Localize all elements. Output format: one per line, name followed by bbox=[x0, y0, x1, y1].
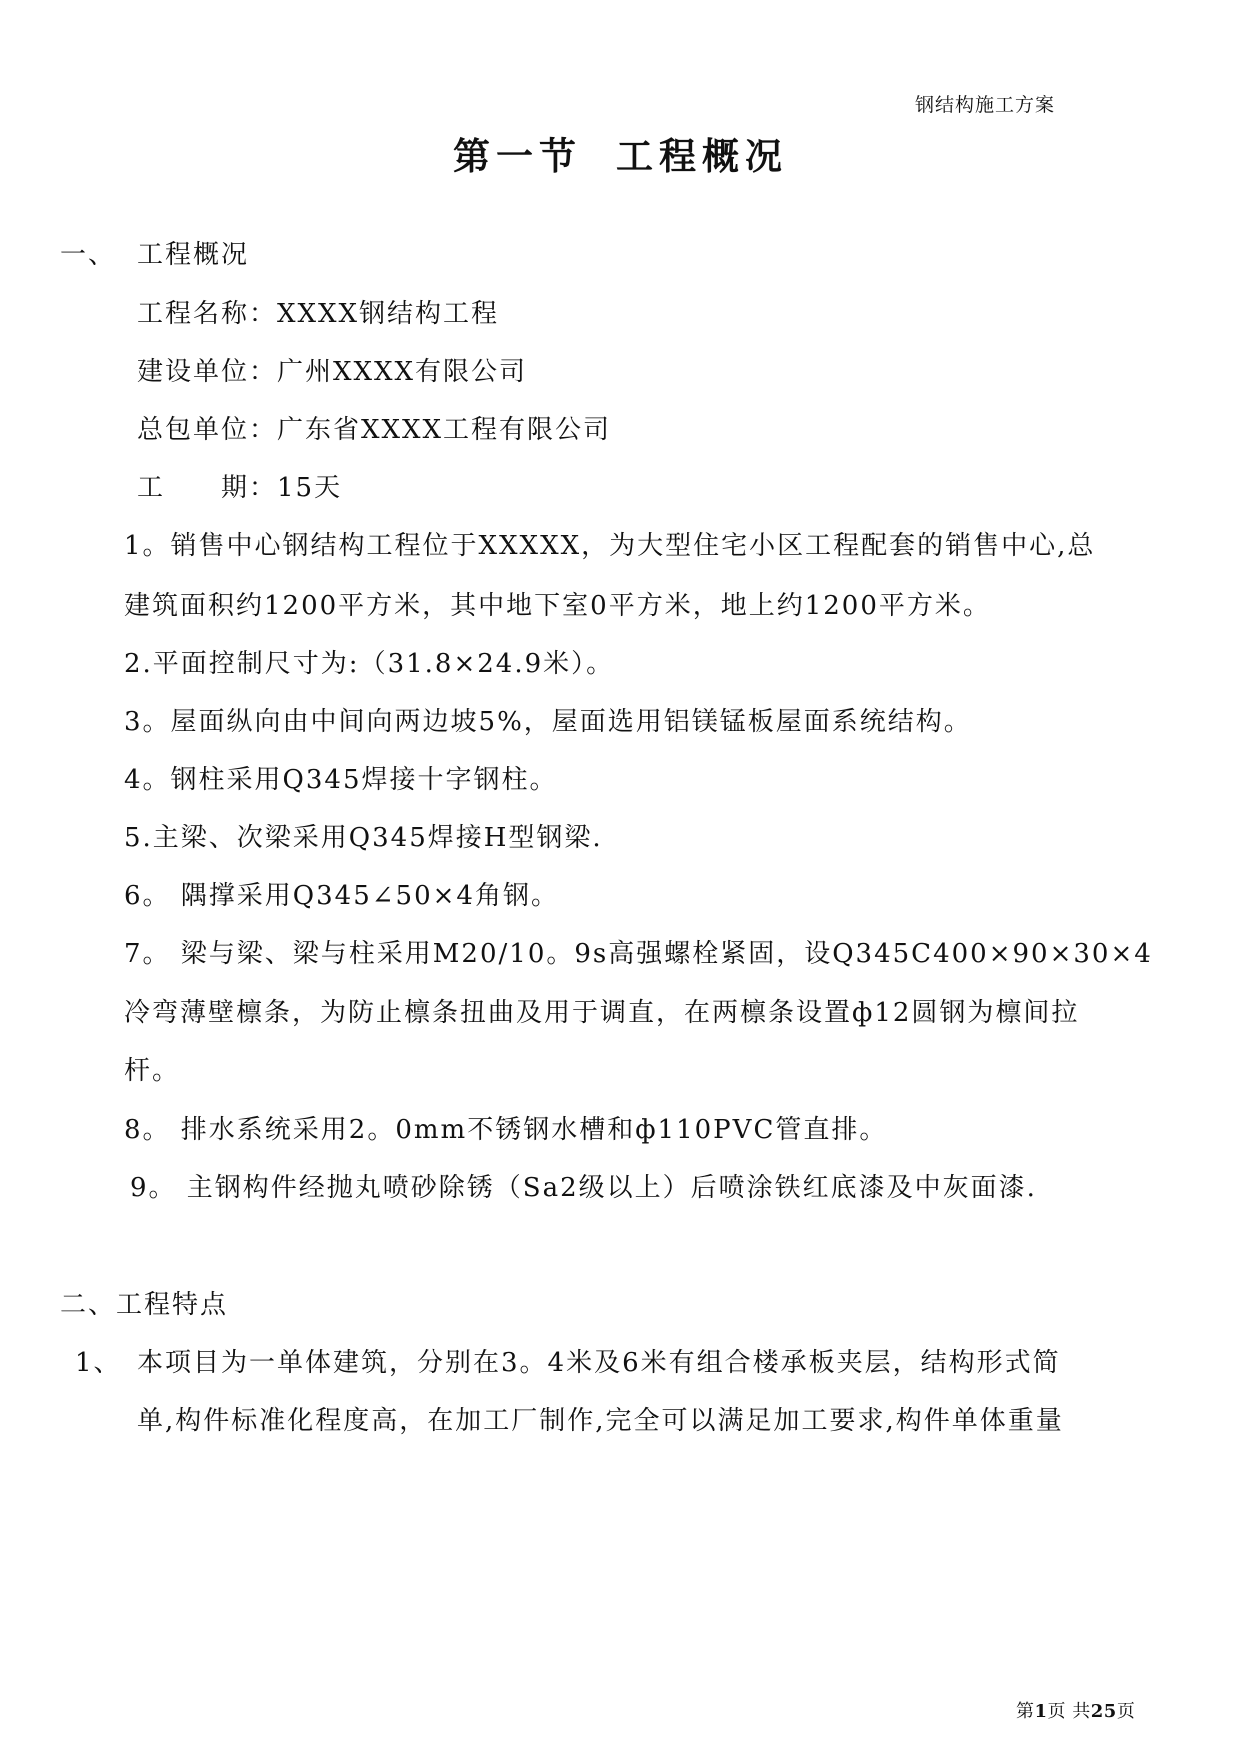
item-1-line-2: 建筑面积约1200平方米，其中地下室0平方米，地上约1200平方米。 bbox=[124, 591, 991, 621]
section-number: 第一节 bbox=[453, 134, 582, 178]
period-label-b: 期：15天 bbox=[221, 473, 343, 503]
item-2: 2.平面控制尺寸为:（31.8×24.9米）。 bbox=[124, 649, 615, 679]
item-7-line-2: 冷弯薄壁檩条，为防止檩条扭曲及用于调直，在两檩条设置ф12圆钢为檩间拉 bbox=[124, 998, 1080, 1028]
item-5: 5.主梁、次梁采用Q345焊接H型钢梁. bbox=[124, 823, 603, 853]
general-contractor: 总包单位：广东省XXXX工程有限公司 bbox=[137, 415, 612, 445]
section-name: 工程概况 bbox=[616, 134, 788, 178]
running-header: 钢结构施工方案 bbox=[914, 94, 1055, 116]
item-7-line-3: 杆。 bbox=[124, 1056, 181, 1086]
section-title bbox=[0, 126, 1241, 180]
footer-mid: 页 共 bbox=[1047, 1701, 1091, 1722]
section2-item-1-line-2: 单,构件标准化程度高，在加工厂制作,完全可以满足加工要求,构件单体重量 bbox=[137, 1406, 1064, 1436]
footer-post: 页 bbox=[1116, 1701, 1136, 1722]
item-4: 4。钢柱采用Q345焊接十字钢柱。 bbox=[124, 765, 558, 795]
section2-item-1-line-1: 本项目为一单体建筑，分别在3。4米及6米有组合楼承板夹层，结构形式简 bbox=[137, 1348, 1061, 1378]
item-9: 9。 主钢构件经抛丸喷砂除锈（Sa2级以上）后喷涂铁红底漆及中灰面漆. bbox=[130, 1173, 1037, 1203]
period-label-a: 工 bbox=[137, 473, 166, 503]
page-total: 25 bbox=[1090, 1701, 1117, 1722]
item-3: 3。屋面纵向由中间向两边坡5%，屋面选用铝镁锰板屋面系统结构。 bbox=[124, 707, 972, 737]
project-name: 工程名称：XXXX钢结构工程 bbox=[137, 299, 500, 329]
page-footer bbox=[1016, 1697, 1135, 1723]
page-number: 1 bbox=[1034, 1701, 1048, 1722]
section1-heading-number: 一、 bbox=[60, 240, 117, 270]
section2-heading: 二、工程特点 bbox=[60, 1290, 229, 1320]
section1-heading: 工程概况 bbox=[137, 240, 250, 270]
item-7-line-1: 7。 梁与梁、梁与柱采用M20/10。9s高强螺栓紧固，设Q345C400×90×30×4 bbox=[124, 939, 1153, 969]
section2-item-1-number: 1、 bbox=[75, 1348, 122, 1378]
owner-unit: 建设单位：广州XXXX有限公司 bbox=[137, 357, 528, 387]
footer-pre: 第 bbox=[1016, 1701, 1035, 1722]
item-8: 8。 排水系统采用2。0mm不锈钢水槽和ф110PVC管直排。 bbox=[124, 1115, 888, 1145]
period-label bbox=[137, 467, 342, 504]
item-6: 6。 隅撑采用Q345∠50×4角钢。 bbox=[124, 881, 559, 911]
item-1-line-1: 1。销售中心钢结构工程位于XXXXX，为大型住宅小区工程配套的销售中心,总 bbox=[124, 531, 1096, 561]
